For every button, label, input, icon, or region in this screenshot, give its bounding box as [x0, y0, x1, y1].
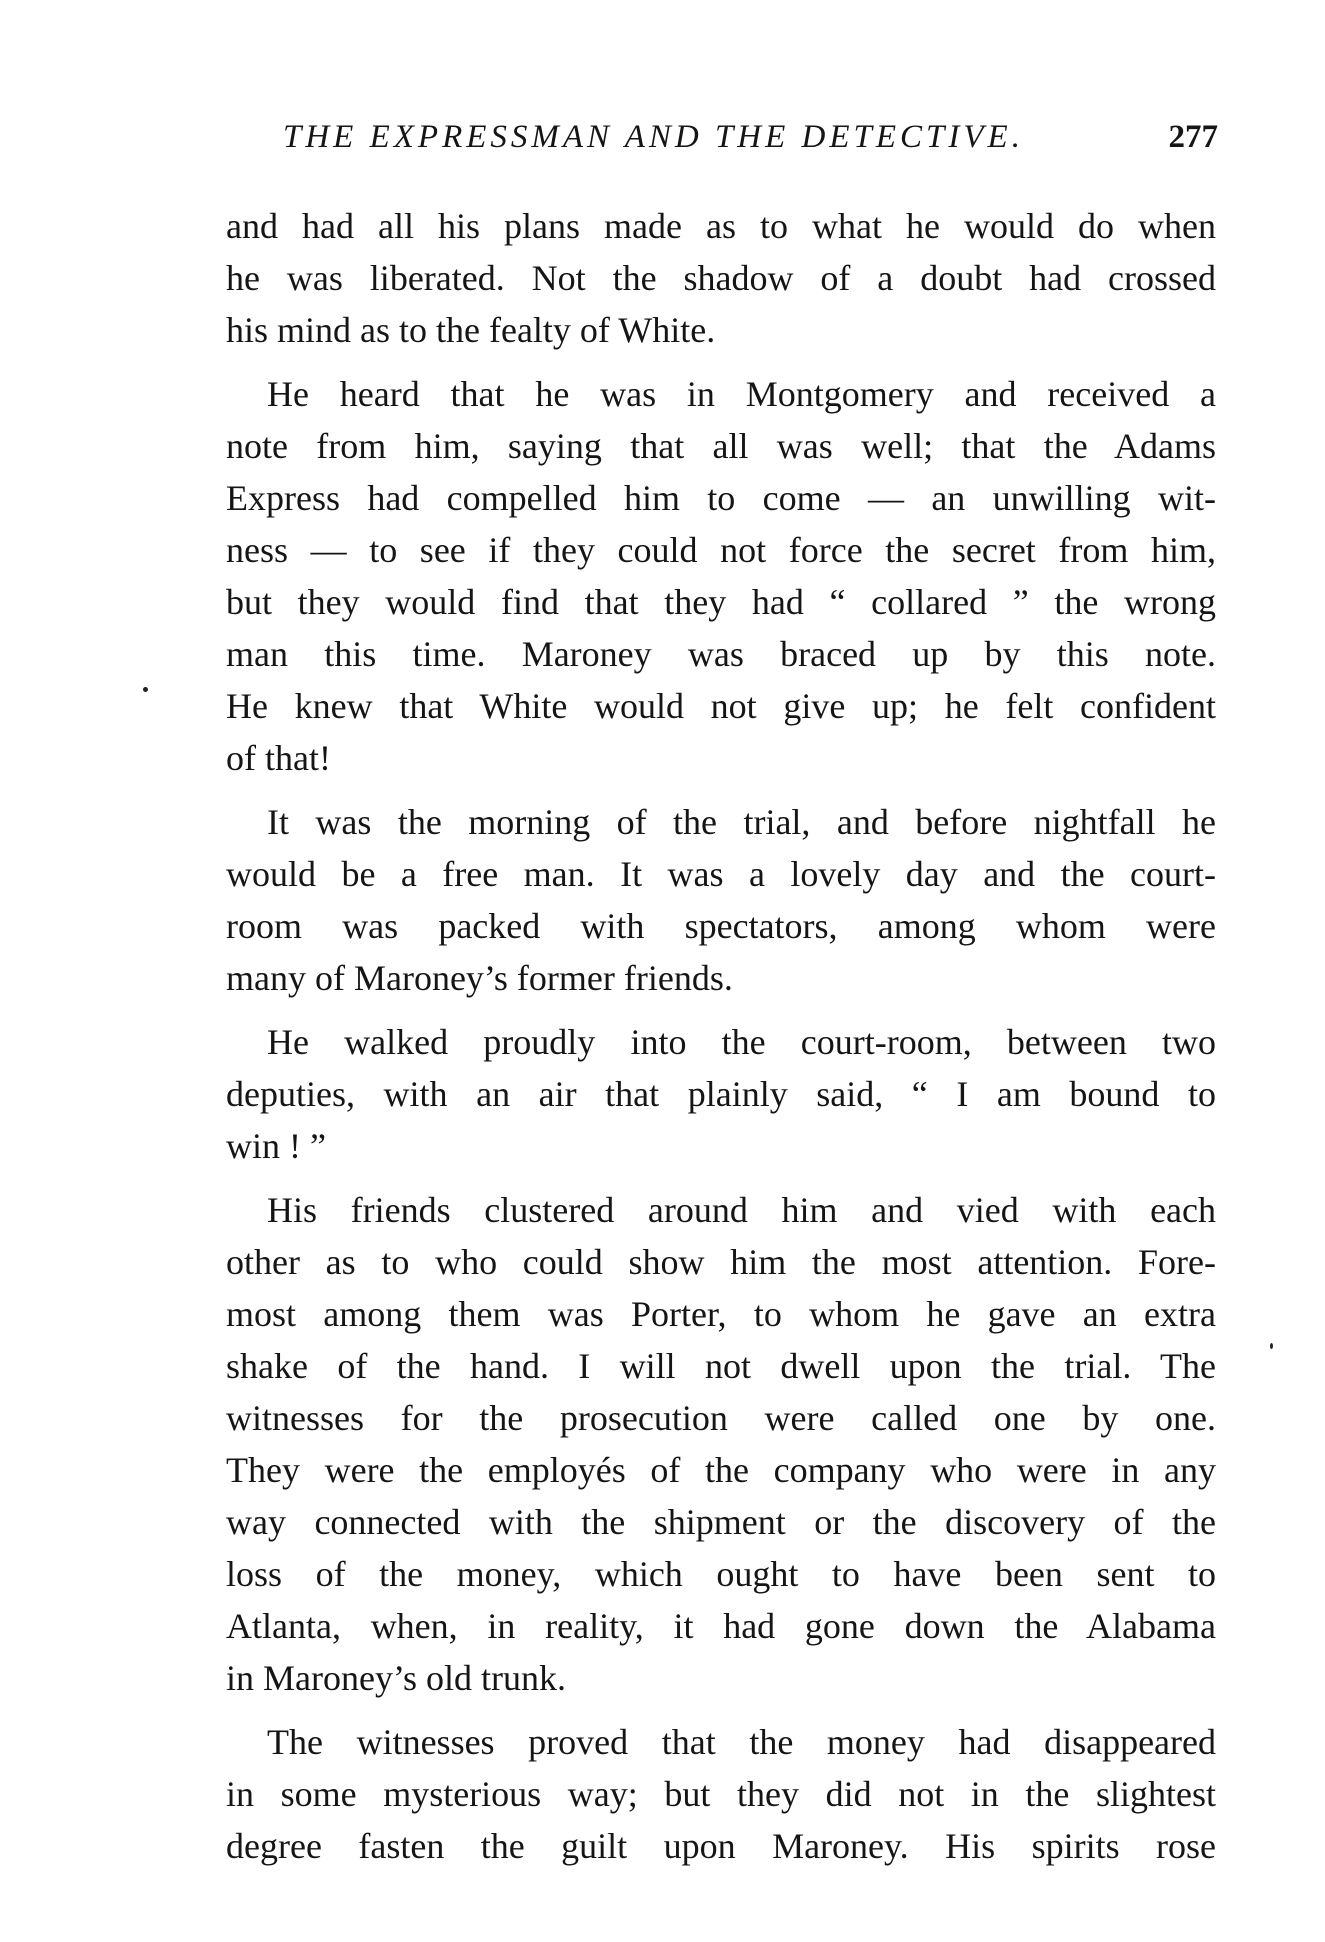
paragraph	[226, 1716, 1216, 1872]
text-line: Atlanta, when, in reality, it had gone down the Alabama	[226, 1606, 1216, 1646]
text-line: Express had compelled him to come — an unwilling wit-	[226, 478, 1216, 518]
text-line: many of Maroney’s former friends.	[226, 958, 733, 998]
text-line: shake of the hand. I will not dwell upon the trial. The	[226, 1346, 1216, 1386]
paragraph	[226, 200, 1216, 356]
text-line: He knew that White would not give up; he felt confident	[226, 686, 1216, 726]
text-line: but they would find that they had “ collared ” the wrong	[226, 582, 1216, 622]
text-line: would be a free man. It was a lovely day and the court-	[226, 854, 1216, 894]
text-line: He walked proudly into the court-room, between two	[267, 1022, 1216, 1062]
text-line: other as to who could show him the most attention. Fore-	[226, 1242, 1216, 1282]
text-line: He heard that he was in Montgomery and received a	[267, 374, 1216, 414]
page-number: 277	[1168, 119, 1218, 155]
text-line: man this time. Maroney was braced up by this note.	[226, 634, 1216, 674]
text-line: It was the morning of the trial, and before nightfall he	[267, 802, 1216, 842]
text-line: way connected with the shipment or the discovery of the	[226, 1502, 1216, 1542]
text-line: note from him, saying that all was well; that the Adams	[226, 426, 1216, 466]
print-speck	[1270, 1343, 1273, 1349]
text-line: loss of the money, which ought to have been sent to	[226, 1554, 1216, 1594]
text-line: and had all his plans made as to what he would do when	[226, 206, 1216, 246]
text-line: of that!	[226, 738, 331, 778]
text-line: They were the employés of the company who were in any	[226, 1450, 1216, 1490]
text-line: in some mysterious way; but they did not in the slightest	[226, 1774, 1216, 1814]
text-line: most among them was Porter, to whom he gave an extra	[226, 1294, 1216, 1334]
text-line: he was liberated. Not the shadow of a doubt had crossed	[226, 258, 1216, 298]
print-speck	[143, 687, 148, 692]
body-text	[226, 200, 1216, 1884]
text-line: his mind as to the fealty of White.	[226, 310, 716, 350]
text-line: room was packed with spectators, among whom were	[226, 906, 1216, 946]
text-line: win ! ”	[226, 1126, 326, 1166]
text-line: in Maroney’s old trunk.	[226, 1658, 566, 1698]
text-line: His friends clustered around him and vied with each	[267, 1190, 1216, 1230]
paragraph	[226, 1184, 1216, 1704]
running-title: THE EXPRESSMAN AND THE DETECTIVE.	[283, 119, 1024, 155]
paragraph	[226, 368, 1216, 784]
paragraph	[226, 1016, 1216, 1172]
paragraph	[226, 796, 1216, 1004]
text-line: degree fasten the guilt upon Maroney. His spirits rose	[226, 1826, 1216, 1866]
text-line: deputies, with an air that plainly said, “ I am bound to	[226, 1074, 1216, 1114]
text-line: witnesses for the prosecution were called one by one.	[226, 1398, 1216, 1438]
running-head	[283, 112, 1218, 162]
text-line: The witnesses proved that the money had disappeared	[267, 1722, 1216, 1762]
text-line: ness — to see if they could not force the secret from him,	[226, 530, 1216, 570]
